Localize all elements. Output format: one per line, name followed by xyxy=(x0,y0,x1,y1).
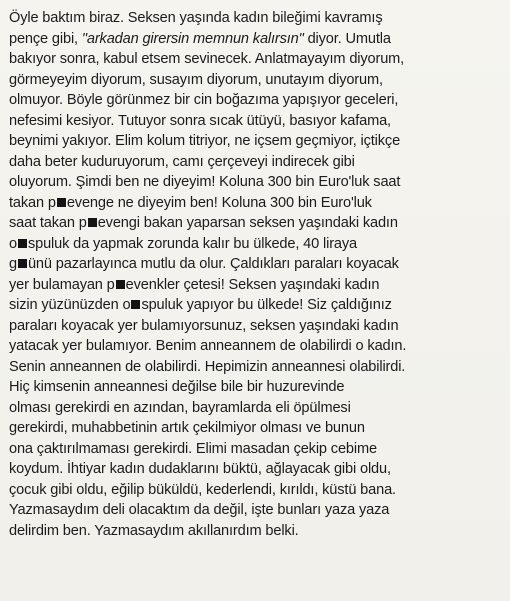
text-line xyxy=(9,193,502,214)
text-run: nefesimi kesiyor. Tutuyor sonra sıcak ütüyü, basıyor kafama, xyxy=(9,112,391,129)
text-line xyxy=(9,111,502,132)
text-line xyxy=(9,418,502,439)
text-run: evenge ne diyeyim ben! Koluna 300 bin Euro'luk xyxy=(66,194,372,211)
text-run: saat takan p xyxy=(9,215,87,231)
censor-block xyxy=(18,239,27,248)
text-run: o xyxy=(9,235,17,252)
text-run: koydum. İhtiyar kadın dudaklarını büktü, ağlayacak gibi oldu, xyxy=(9,461,391,477)
text-line xyxy=(9,213,502,234)
text-run: g xyxy=(9,256,17,272)
text-line xyxy=(9,90,502,111)
text-run: ünü pazarlayınca mutlu da olur. Çaldıkları paraları koyacak xyxy=(27,256,399,272)
text-line xyxy=(9,521,502,542)
text-run: diyor. Umutla xyxy=(303,30,391,47)
text-run: daha beter kuduruyorum, camı çerçeveyi indirecek gibi xyxy=(9,153,355,170)
censor-block xyxy=(57,198,66,207)
italic-quote: "arkadan girersin memnun kalırsın" xyxy=(81,30,304,47)
text-run: çocuk gibi oldu, eğilip büküldü, kederlendi, kırıldı, küstü bana. xyxy=(9,481,396,498)
text-line xyxy=(9,172,502,193)
text-run: oluyorum. Şimdi ben ne diyeyim! Koluna 300 bin Euro'luk saat xyxy=(9,174,401,190)
text-line xyxy=(9,234,502,255)
text-line xyxy=(9,459,502,480)
text-line xyxy=(9,439,502,460)
text-run: evengi bakan yaparsan seksen yaşındaki kadın xyxy=(97,215,398,231)
text-line xyxy=(9,49,502,70)
text-line xyxy=(9,377,502,398)
censor-block xyxy=(18,259,27,268)
text-run: evenkler çetesi! Seksen yaşındaki kadın xyxy=(125,276,380,293)
text-run: Hiç kimsenin anneannesi değilse bile bir huzurevinde xyxy=(9,379,345,395)
text-run: Yazmasaydım deli olacaktım da değil, işte bunları yaza yaza xyxy=(9,502,390,518)
text-run: gerekirdi, muhabbetinin artık çekilmiyor olması ve bunun xyxy=(9,420,365,436)
text-run: Senin anneannen de olabilirdi. Hepimizin anneannesi olabilirdi. xyxy=(9,358,406,375)
text-run: olması gerekirdi en azından, bayramlarda eli öpülmesi xyxy=(9,399,351,416)
text-line xyxy=(9,316,502,337)
text-line xyxy=(9,500,502,521)
text-line xyxy=(9,152,502,173)
text-line xyxy=(9,70,502,91)
text-line xyxy=(9,131,502,152)
censor-block xyxy=(116,280,125,289)
text-run: yer bulamayan p xyxy=(9,276,115,293)
text-run: spuluk yapıyor bu ülkede! Siz çaldığınız xyxy=(141,297,392,313)
text-line xyxy=(9,480,502,501)
text-run: yatacak yer bulamıyor. Benim anneannem de olabilirdi o kadın. xyxy=(9,338,407,354)
text-line xyxy=(9,398,502,419)
text-run: spuluk da yapmak zorunda kalır bu ülkede, 40 liraya xyxy=(27,235,357,252)
text-run: sizin yüzünüzden o xyxy=(9,297,131,313)
text-line xyxy=(9,357,502,378)
text-run: bakıyor sonra, kabul etsem sevinecek. Anlatmayayım diyorum, xyxy=(9,51,405,67)
text-run: olmuyor. Böyle görünmez bir cin boğazıma yapışıyor geceleri, xyxy=(9,92,399,108)
text-line xyxy=(9,254,502,275)
text-run: görmeyeyim diyorum, susayım diyorum, unutayım diyorum, xyxy=(9,71,383,88)
censor-block xyxy=(88,218,97,227)
text-run: delirdim ben. Yazmasaydım akıllanırdım belki. xyxy=(9,522,299,539)
text-run: pençe gibi, xyxy=(9,30,82,47)
censor-block xyxy=(131,300,140,309)
text-line xyxy=(9,29,502,50)
text-run: beynimi yakıyor. Elim kolum titriyor, ne içsem geçmiyor, içtikçe xyxy=(9,133,401,149)
text-run: paraları koyacak yer bulamıyorsunuz, seksen yaşındaki kadın xyxy=(9,317,399,334)
text-line xyxy=(9,336,502,357)
text-run: Öyle baktım biraz. Seksen yaşında kadın bileğimi kavramış xyxy=(9,10,383,26)
article-text xyxy=(9,8,502,541)
text-run: takan p xyxy=(9,194,56,211)
text-line xyxy=(9,295,502,316)
text-line xyxy=(9,8,502,29)
text-line xyxy=(9,275,502,296)
text-run: ona çaktırılmaması gerekirdi. Elimi masadan çekip cebime xyxy=(9,440,377,457)
